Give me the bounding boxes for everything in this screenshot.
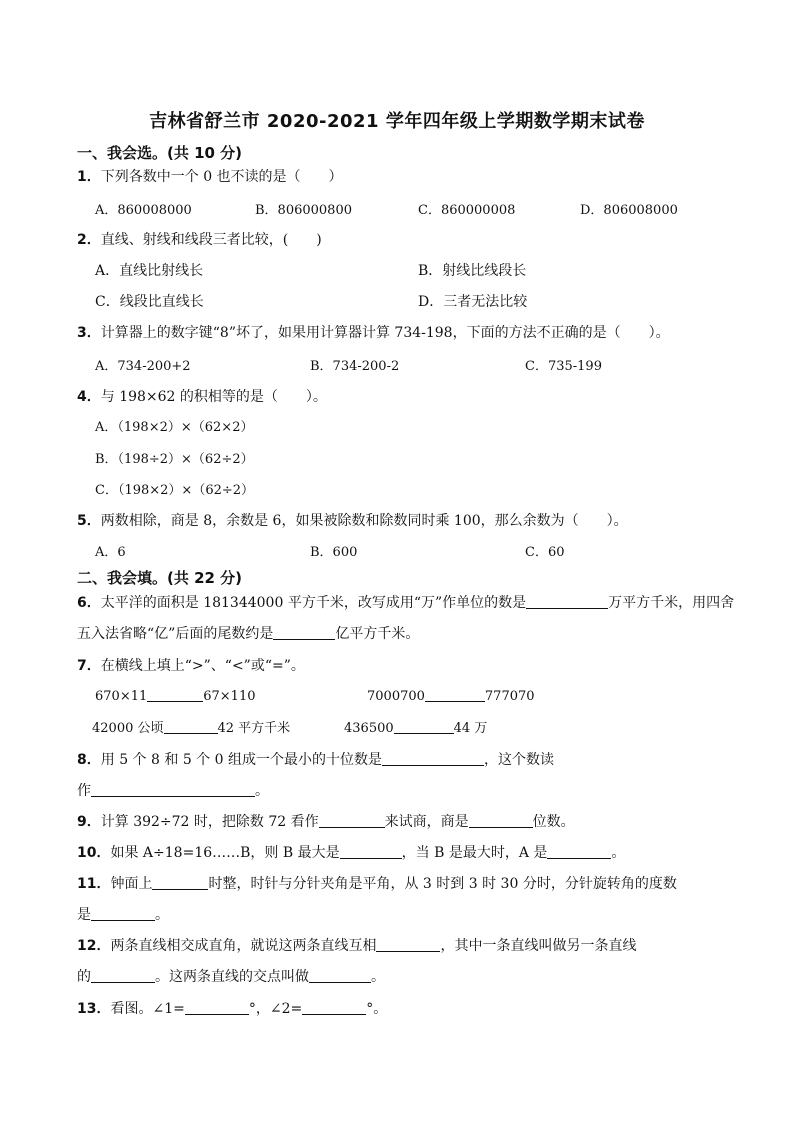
question-text: 位数。 <box>532 814 575 830</box>
question-number: 13． <box>77 1001 111 1017</box>
answer-blank[interactable] <box>547 844 611 859</box>
question-7 <box>77 655 305 675</box>
q3-option-a: A．734-200+2 <box>95 359 191 374</box>
question-10 <box>77 842 625 862</box>
answer-blank[interactable] <box>425 687 485 702</box>
question-number: 7． <box>77 658 101 674</box>
question-text: 作 <box>77 783 91 799</box>
compare-right: 44 万 <box>453 721 488 736</box>
compare-left: 7000700 <box>367 689 425 704</box>
answer-blank[interactable] <box>152 875 208 890</box>
answer-blank[interactable] <box>526 594 608 609</box>
answer-blank[interactable] <box>91 906 155 921</box>
compare-item-3 <box>92 717 290 736</box>
question-text: °，∠2= <box>248 1001 303 1017</box>
question-text: 太平洋的面积是 181344000 平方千米，改写成用“万”作单位的数是 <box>100 595 527 611</box>
question-number: 10． <box>77 845 111 861</box>
compare-right: 777070 <box>484 689 535 704</box>
q3-option-c: C．735-199 <box>525 359 602 374</box>
section-heading-2: 二、我会填。(共 22 分) <box>77 569 243 587</box>
question-text: ，其中一条直线叫做另一条直线 <box>440 938 637 954</box>
answer-blank[interactable] <box>382 751 484 766</box>
question-number: 11． <box>77 876 111 892</box>
answer-blank[interactable] <box>309 968 371 983</box>
compare-left: 42000 公顷 <box>92 721 164 736</box>
answer-blank[interactable] <box>376 937 440 952</box>
question-8 <box>77 749 554 769</box>
question-6-cont <box>77 623 419 643</box>
question-text: 万平方千米，用四舍 <box>608 595 735 611</box>
question-number: 2． <box>77 232 101 248</box>
question-text: 钟面上 <box>110 876 153 892</box>
q5-option-a: A．6 <box>95 545 126 560</box>
question-number: 5． <box>77 513 101 529</box>
question-text: 计算器上的数字键“8”坏了，如果用计算器计算 734-198，下面的方法不正确的是（ ）。 <box>100 325 670 341</box>
compare-item-4 <box>344 717 487 736</box>
question-text: 计算 392÷72 时，把除数 72 看作 <box>100 814 319 830</box>
compare-left: 436500 <box>344 721 394 736</box>
section-heading-1: 一、我会选。(共 10 分) <box>77 144 243 162</box>
question-text: 两数相除，商是 8，余数是 6，如果被除数和除数同时乘 100，那么余数为（ ）。 <box>100 513 628 529</box>
question-text: ，当 B 是最大时，A 是 <box>401 845 548 861</box>
question-8-cont <box>77 780 269 800</box>
answer-blank[interactable] <box>147 687 203 702</box>
question-text: 来试商，商是 <box>384 814 469 830</box>
q2-option-d: D．三者无法比较 <box>418 294 528 310</box>
q1-option-b: B．806000800 <box>255 203 352 218</box>
q1-option-d: D．806008000 <box>580 203 678 218</box>
question-12-cont <box>77 966 385 986</box>
question-text: 与 198×62 的积相等的是（ ）。 <box>100 389 327 405</box>
question-text: 是 <box>77 907 91 923</box>
compare-left: 670×11 <box>95 689 148 704</box>
question-text: 。 <box>255 783 269 799</box>
q4-option-b: B．（198÷2）×（62÷2） <box>95 452 254 467</box>
question-11 <box>77 873 677 893</box>
q4-option-c: C．（198×2）×（62÷2） <box>95 483 255 498</box>
compare-item-2 <box>367 687 535 704</box>
question-3 <box>77 322 670 342</box>
question-text: 如果 A÷18=16……B，则 B 最大是 <box>110 845 340 861</box>
question-number: 12． <box>77 938 111 954</box>
question-11-cont <box>77 904 169 924</box>
question-number: 9． <box>77 814 101 830</box>
compare-item-1 <box>95 687 256 704</box>
question-4 <box>77 386 327 406</box>
answer-blank[interactable] <box>340 844 402 859</box>
question-text: 下列各数中一个 0 也不读的是（ ） <box>100 169 343 185</box>
question-12 <box>77 935 636 955</box>
question-5 <box>77 510 628 530</box>
question-text: ，这个数读 <box>483 752 554 768</box>
question-text: 用 5 个 8 和 5 个 0 组成一个最小的十位数是 <box>100 752 382 768</box>
answer-blank[interactable] <box>164 719 218 734</box>
question-6 <box>77 592 734 612</box>
question-text: 五入法省略“亿”后面的尾数约是 <box>77 626 274 642</box>
question-text: 。 <box>371 969 385 985</box>
answer-blank[interactable] <box>91 782 255 797</box>
question-text: 。这两条直线的交点叫做 <box>155 969 309 985</box>
question-2 <box>77 229 322 249</box>
question-9 <box>77 811 575 831</box>
q5-option-c: C．60 <box>525 545 565 560</box>
question-text: 直线、射线和线段三者比较，( ) <box>100 232 322 248</box>
question-13 <box>77 998 387 1018</box>
q2-option-a: A．直线比射线长 <box>95 263 204 279</box>
q5-option-b: B．600 <box>310 545 358 560</box>
question-text: 。 <box>155 907 169 923</box>
answer-blank[interactable] <box>302 1000 366 1015</box>
q3-option-b: B．734-200-2 <box>310 359 400 374</box>
question-number: 6． <box>77 595 101 611</box>
question-text: 时整，时针与分针夹角是平角，从 3 时到 3 时 30 分时，分针旋转角的度数 <box>208 876 677 892</box>
answer-blank[interactable] <box>394 719 454 734</box>
compare-right: 42 平方千米 <box>217 721 291 736</box>
question-text: 在横线上填上“>”、“<”或“=”。 <box>100 658 305 674</box>
q1-option-c: C．860000008 <box>418 203 516 218</box>
q1-option-a: A．860008000 <box>95 203 192 218</box>
q4-option-a: A．（198×2）×（62×2） <box>95 420 254 435</box>
question-text: 。 <box>611 845 626 861</box>
question-number: 1． <box>77 169 101 185</box>
question-1 <box>77 166 343 186</box>
q2-option-c: C．线段比直线长 <box>95 294 204 310</box>
question-number: 3． <box>77 325 101 341</box>
question-text: 的 <box>77 969 91 985</box>
q2-option-b: B．射线比线段长 <box>418 263 527 279</box>
compare-right: 67×110 <box>203 689 256 704</box>
question-number: 4． <box>77 389 101 405</box>
question-text: 两条直线相交成直角，就说这两条直线互相 <box>110 938 377 954</box>
answer-blank[interactable] <box>273 625 335 640</box>
answer-blank[interactable] <box>185 1000 249 1015</box>
page-title: 吉林省舒兰市 2020-2021 学年四年级上学期数学期末试卷 <box>149 111 645 132</box>
question-number: 8． <box>77 752 101 768</box>
answer-blank[interactable] <box>469 813 533 828</box>
answer-blank[interactable] <box>91 968 155 983</box>
question-text: 看图。∠1= <box>110 1001 185 1017</box>
question-text: °。 <box>366 1001 388 1017</box>
answer-blank[interactable] <box>319 813 385 828</box>
question-text: 亿平方千米。 <box>335 626 420 642</box>
